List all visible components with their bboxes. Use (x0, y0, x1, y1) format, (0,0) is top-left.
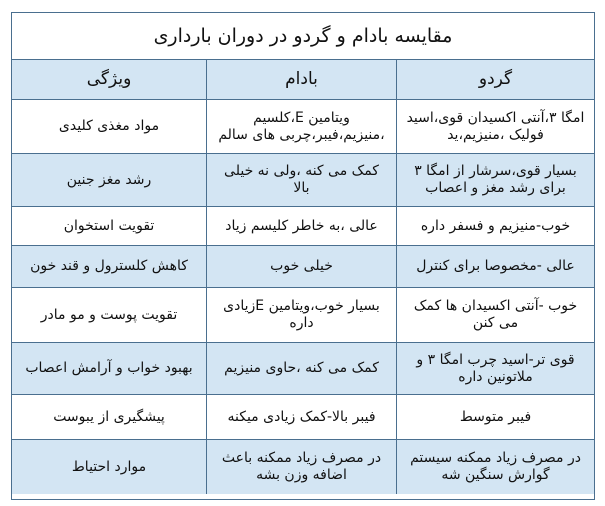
cell-feature: بهبود خواب و آرامش اعصاب (12, 343, 206, 395)
cell-walnut: امگا ۳،آنتی اکسیدان قوی،اسید فولیک ،منیزیم،ید (396, 100, 594, 154)
cell-walnut: در مصرف زیاد ممکنه سیستم گوارش سنگین شه (396, 440, 594, 494)
table-title: مقایسه بادام و گردو در دوران بارداری (12, 13, 594, 60)
cell-almond: بسیار خوب،ویتامین Eزیادی داره (206, 288, 396, 343)
table-grid (12, 60, 594, 494)
cell-almond: کمک می کنه ،حاوی منیزیم (206, 343, 396, 395)
cell-walnut: قوی تر-اسید چرب امگا ۳ و ملاتونین داره (396, 343, 594, 395)
cell-feature: تقویت استخوان (12, 207, 206, 246)
cell-walnut: فیبر متوسط (396, 395, 594, 440)
cell-almond: عالی ،به خاطر کلیسم زیاد (206, 207, 396, 246)
cell-walnut: بسیار قوی،سرشار از امگا ۳ برای رشد مغز و اعصاب (396, 154, 594, 207)
cell-feature: رشد مغز جنین (12, 154, 206, 207)
cell-walnut: خوب-منیزیم و فسفر داره (396, 207, 594, 246)
cell-feature: موارد احتیاط (12, 440, 206, 494)
cell-almond: کمک می کنه ،ولی نه خیلی بالا (206, 154, 396, 207)
cell-walnut: خوب -آنتی اکسیدان ها کمک می کنن (396, 288, 594, 343)
comparison-table (11, 12, 595, 500)
cell-feature: تقویت پوست و مو مادر (12, 288, 206, 343)
cell-almond: در مصرف زیاد ممکنه باعث اضافه وزن بشه (206, 440, 396, 494)
cell-almond: خیلی خوب (206, 246, 396, 288)
cell-feature: مواد مغذی کلیدی (12, 100, 206, 154)
cell-walnut: عالی -مخصوصا برای کنترل (396, 246, 594, 288)
cell-feature: پیشگیری از یبوست (12, 395, 206, 440)
header-walnut: گردو (396, 60, 594, 100)
header-feature: ویژگی (12, 60, 206, 100)
cell-feature: کاهش کلسترول و قند خون (12, 246, 206, 288)
header-almond: بادام (206, 60, 396, 100)
cell-almond: ویتامین E،کلسیم ،منیزیم،فیبر،چربی های سالم (206, 100, 396, 154)
cell-almond: فیبر بالا-کمک زیادی میکنه (206, 395, 396, 440)
